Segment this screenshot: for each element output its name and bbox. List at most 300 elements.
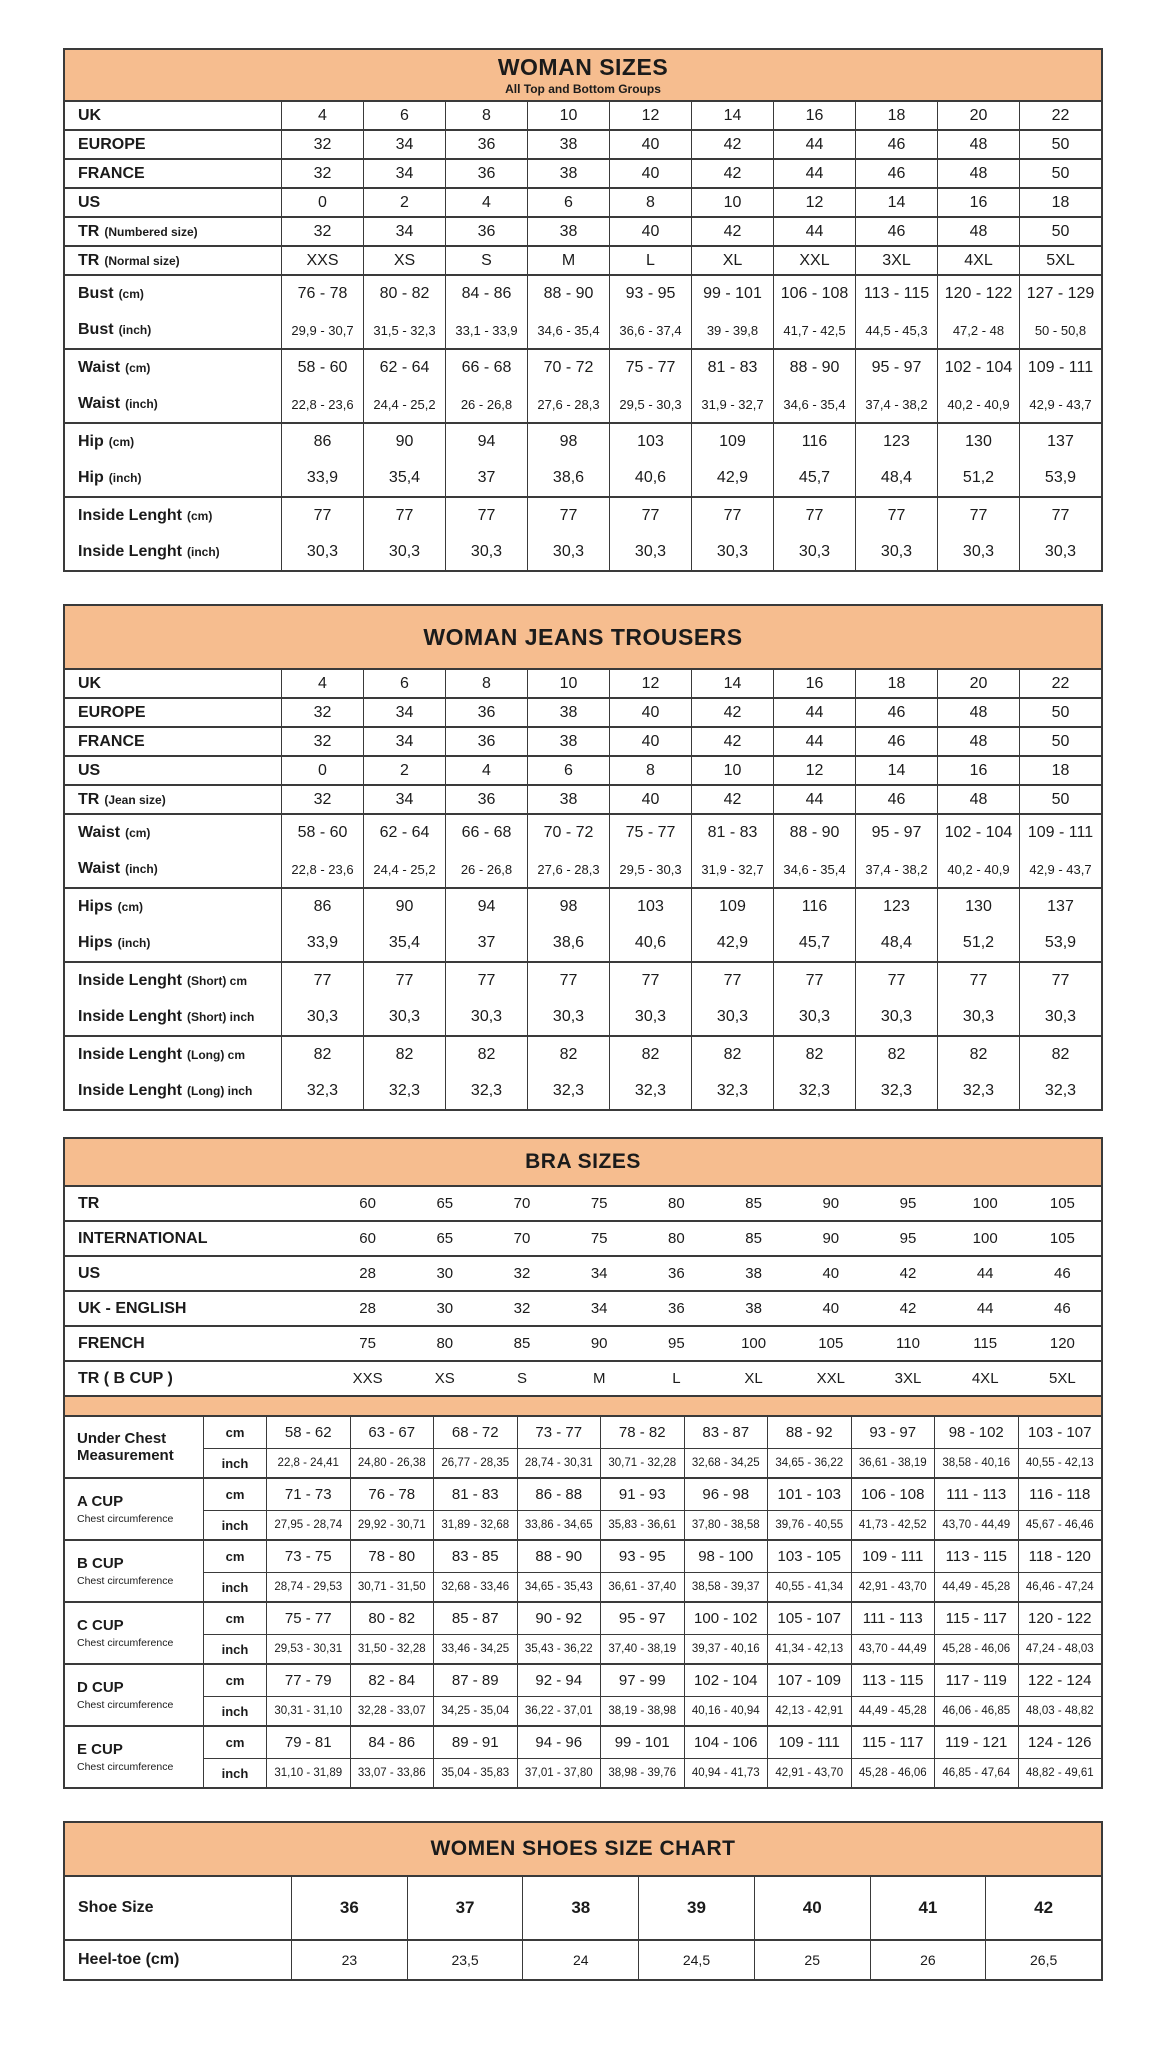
size-cell: 28,74 - 30,31 — [517, 1448, 601, 1477]
size-cell: 98 — [527, 889, 609, 925]
unit-cell: inch — [203, 1634, 266, 1663]
size-cell: 88 - 90 — [517, 1541, 601, 1572]
size-cell: 44 — [773, 699, 855, 726]
size-cell: 32 — [281, 728, 363, 755]
size-cell: 32 — [281, 131, 363, 158]
size-cell: 48,4 — [855, 460, 937, 496]
size-cell: 32,3 — [527, 1073, 609, 1109]
size-cell: 30,3 — [281, 534, 363, 570]
size-cell: 5XL — [1049, 1370, 1076, 1387]
size-cell: 93 - 97 — [851, 1417, 935, 1448]
size-cell: 77 — [1019, 963, 1101, 999]
size-cell: 34,6 - 35,4 — [773, 386, 855, 422]
size-cell: 38 — [527, 728, 609, 755]
size-cell: 82 — [281, 1037, 363, 1073]
size-cell: 40 — [822, 1265, 840, 1282]
size-cell: 22,8 - 23,6 — [281, 851, 363, 887]
size-cell: 35,83 - 36,61 — [600, 1510, 684, 1539]
size-cell: 32,3 — [363, 1073, 445, 1109]
size-cell: 40,94 - 41,73 — [684, 1758, 768, 1787]
unit-cell: cm — [203, 1479, 266, 1510]
size-cell: 32,68 - 33,46 — [433, 1572, 517, 1601]
size-cell: 46 — [855, 218, 937, 245]
row-label: US — [78, 1264, 101, 1282]
size-cell: 38,58 - 40,16 — [934, 1448, 1018, 1477]
row-group — [65, 755, 1101, 784]
row-label: Waist (inch) — [78, 860, 158, 877]
size-cell: 50 — [1019, 160, 1101, 187]
size-cell: 103 - 107 — [1018, 1417, 1102, 1448]
size-cell: 105 - 107 — [767, 1603, 851, 1634]
size-cell: 40,6 — [609, 460, 691, 496]
size-cell: 34 — [363, 160, 445, 187]
size-cell: 98 - 100 — [684, 1541, 768, 1572]
size-cell: 48,4 — [855, 925, 937, 961]
size-cell: 6 — [527, 757, 609, 784]
size-cell: 30,3 — [1019, 999, 1101, 1035]
size-cell: 27,95 - 28,74 — [266, 1510, 350, 1539]
size-cell: 90 — [822, 1195, 840, 1212]
size-cell: 36 — [445, 131, 527, 158]
size-cell: 18 — [855, 102, 937, 129]
size-cell: 30,3 — [527, 999, 609, 1035]
jeans-trousers-body — [65, 670, 1101, 1109]
size-cell: 76 - 78 — [350, 1479, 434, 1510]
size-cell: 39,37 - 40,16 — [684, 1634, 768, 1663]
size-cell: 111 - 113 — [934, 1479, 1018, 1510]
size-row — [65, 350, 1101, 386]
size-cell: 32,3 — [691, 1073, 773, 1109]
size-cell: 42 — [985, 1877, 1101, 1939]
size-cell: 12 — [609, 670, 691, 697]
size-cell: 36 — [445, 218, 527, 245]
bra-size-row — [65, 1222, 1101, 1255]
size-cell: 33,1 - 33,9 — [445, 312, 527, 348]
size-cell: 42,91 - 43,70 — [767, 1758, 851, 1787]
size-cell: 40 — [609, 786, 691, 813]
size-cell: 86 — [281, 889, 363, 925]
size-cell: 105 — [818, 1335, 844, 1352]
size-cell: 34,6 - 35,4 — [527, 312, 609, 348]
size-cell: 53,9 — [1019, 460, 1101, 496]
row-label: Bust (cm) — [78, 285, 144, 302]
size-cell: 102 - 104 — [937, 815, 1019, 851]
size-cell: 66 - 68 — [445, 815, 527, 851]
row-group — [65, 1290, 1101, 1325]
size-cell: 30,3 — [773, 534, 855, 570]
size-cell: 77 — [773, 498, 855, 534]
size-row — [65, 160, 1101, 187]
size-cell: 117 - 119 — [934, 1665, 1018, 1696]
row-label: Shoe Size — [78, 1899, 154, 1916]
size-cell: 118 - 120 — [1018, 1541, 1102, 1572]
size-cell: 82 — [855, 1037, 937, 1073]
row-group — [65, 187, 1101, 216]
size-cell: 116 — [773, 424, 855, 460]
size-cell: 32,3 — [609, 1073, 691, 1109]
size-cell: 41,73 - 42,52 — [851, 1510, 935, 1539]
size-cell: 40 — [609, 728, 691, 755]
size-cell: 31,89 - 32,68 — [433, 1510, 517, 1539]
size-cell: 32,3 — [1019, 1073, 1101, 1109]
size-cell: XXL — [816, 1370, 845, 1387]
row-label-sub: (cm) — [125, 361, 151, 375]
woman-sizes-table — [63, 48, 1103, 572]
size-row — [65, 131, 1101, 158]
size-cell: 79 - 81 — [266, 1727, 350, 1758]
size-cell: 30,31 - 31,10 — [266, 1696, 350, 1725]
size-cell: 32 — [281, 786, 363, 813]
size-cell: 77 — [937, 498, 1019, 534]
size-cell: 28,74 - 29,53 — [266, 1572, 350, 1601]
size-cell: 41,34 - 42,13 — [767, 1634, 851, 1663]
row-label: TR ( B CUP ) — [78, 1369, 173, 1387]
size-cell: 85 — [745, 1230, 762, 1247]
shoes-size-table — [63, 1821, 1103, 1981]
size-cell: 36 — [668, 1265, 685, 1282]
size-cell: 42,91 - 43,70 — [851, 1572, 935, 1601]
row-label-sub: (inch) — [125, 397, 158, 411]
size-cell: 95 — [899, 1195, 917, 1212]
size-cell: 32 — [281, 699, 363, 726]
row-label: TR — [78, 1194, 100, 1212]
size-cell: 32 — [513, 1300, 531, 1317]
size-cell: 42 — [691, 728, 773, 755]
size-cell: 85 — [513, 1335, 531, 1352]
cup-group-wrap — [65, 1725, 1101, 1787]
size-row — [65, 851, 1101, 887]
size-cell: 42 — [691, 131, 773, 158]
size-cell: 92 - 94 — [517, 1665, 601, 1696]
size-cell: 77 — [445, 498, 527, 534]
row-label-sub: (Numbered size) — [104, 224, 198, 239]
size-cell: 33,07 - 33,86 — [350, 1758, 434, 1787]
size-cell: 46 — [855, 699, 937, 726]
size-cell: 18 — [1019, 189, 1101, 216]
size-cell: 27,6 - 28,3 — [527, 851, 609, 887]
size-row — [65, 498, 1101, 534]
bra-size-row — [65, 1292, 1101, 1325]
row-group — [65, 348, 1101, 422]
size-cell: 77 - 79 — [266, 1665, 350, 1696]
size-cell: 77 — [527, 963, 609, 999]
row-label: Waist (cm) — [78, 824, 151, 841]
size-cell: 48 — [937, 699, 1019, 726]
woman-sizes-header — [65, 50, 1101, 102]
size-cell: 4XL — [937, 247, 1019, 274]
row-label: Hip (inch) — [78, 469, 142, 486]
size-cell: 39 - 39,8 — [691, 312, 773, 348]
size-cell: 88 - 90 — [773, 815, 855, 851]
row-label: US — [78, 193, 101, 211]
row-label: TR (Jean size) — [78, 790, 166, 808]
row-label-sub: (Long) inch — [187, 1084, 253, 1098]
size-cell: 44 — [773, 131, 855, 158]
size-cell: 120 - 122 — [1018, 1603, 1102, 1634]
size-cell: 99 - 101 — [600, 1727, 684, 1758]
row-label: Waist (cm) — [78, 359, 151, 376]
size-cell: 16 — [773, 102, 855, 129]
size-cell: 86 - 88 — [517, 1479, 601, 1510]
size-cell: 102 - 104 — [937, 350, 1019, 386]
size-row — [65, 999, 1101, 1035]
row-label-sub: (inch) — [187, 545, 220, 559]
size-cell: 60 — [359, 1230, 376, 1247]
cup-label-sub: Chest circumference — [77, 1698, 174, 1711]
size-cell: 14 — [691, 102, 773, 129]
size-cell: 48 — [937, 131, 1019, 158]
size-cell: 102 - 104 — [684, 1665, 768, 1696]
size-cell: 42 — [899, 1265, 917, 1282]
cup-group — [65, 1479, 1101, 1539]
size-cell: 38 — [527, 218, 609, 245]
size-cell: 37,01 - 37,80 — [517, 1758, 601, 1787]
row-label: UK - ENGLISH — [78, 1299, 187, 1317]
cup-group — [65, 1603, 1101, 1663]
size-cell: 27,6 - 28,3 — [527, 386, 609, 422]
size-cell: L — [609, 247, 691, 274]
shoe-row — [65, 1877, 1101, 1939]
size-cell: 95 - 97 — [855, 350, 937, 386]
row-label-sub: (inch) — [125, 862, 158, 876]
size-cell: S — [516, 1370, 527, 1387]
table-subtitle: All Top and Bottom Groups — [505, 82, 661, 96]
row-label: Inside Lenght (Short) inch — [78, 1008, 255, 1025]
size-cell: 29,9 - 30,7 — [281, 312, 363, 348]
size-cell: 113 - 115 — [855, 276, 937, 312]
row-label: UK — [78, 674, 102, 692]
size-cell: 100 - 102 — [684, 1603, 768, 1634]
size-cell: 88 - 90 — [773, 350, 855, 386]
size-cell: 93 - 95 — [609, 276, 691, 312]
row-label: EUROPE — [78, 135, 146, 153]
cup-label-sub: Chest circumference — [77, 1512, 174, 1525]
size-cell: 32,3 — [773, 1073, 855, 1109]
size-cell: 58 - 62 — [266, 1417, 350, 1448]
unit-cell: cm — [203, 1541, 266, 1572]
size-cell: 75 - 77 — [609, 350, 691, 386]
shoes-size-body — [65, 1877, 1101, 1979]
table-title: WOMAN SIZES — [497, 54, 669, 80]
size-cell: 31,9 - 32,7 — [691, 386, 773, 422]
size-cell: 16 — [937, 189, 1019, 216]
size-cell: 34 — [590, 1265, 608, 1282]
row-label: Inside Lenght (Long) inch — [78, 1082, 253, 1099]
row-label: US — [78, 761, 101, 779]
size-cell: 105 — [1049, 1230, 1075, 1247]
size-cell: 77 — [773, 963, 855, 999]
size-cell: 36,61 - 38,19 — [851, 1448, 935, 1477]
size-cell: 4 — [281, 670, 363, 697]
table-title: BRA SIZES — [525, 1150, 641, 1173]
row-label: Inside Lenght (cm) — [78, 507, 213, 524]
size-cell: 70 - 72 — [527, 815, 609, 851]
size-cell: 32,68 - 34,25 — [684, 1448, 768, 1477]
size-cell: 33,9 — [281, 925, 363, 961]
row-group — [65, 1360, 1101, 1395]
size-cell: 26 — [870, 1941, 986, 1979]
size-cell: 39,76 - 40,55 — [767, 1510, 851, 1539]
size-cell: 106 - 108 — [851, 1479, 935, 1510]
size-row — [65, 424, 1101, 460]
size-cell: 110 — [896, 1335, 920, 1352]
size-cell: 46,06 - 46,85 — [934, 1696, 1018, 1725]
size-cell: 75 - 77 — [609, 815, 691, 851]
size-cell: 40 — [754, 1877, 870, 1939]
size-cell: 8 — [609, 757, 691, 784]
size-cell: 94 — [445, 424, 527, 460]
size-cell: 24,5 — [638, 1941, 754, 1979]
size-row — [65, 276, 1101, 312]
row-label-sub: (Normal size) — [104, 253, 180, 268]
size-cell: 115 - 117 — [851, 1727, 935, 1758]
size-cell: 109 - 111 — [767, 1727, 851, 1758]
size-cell: 70 — [513, 1195, 531, 1212]
size-cell: 23 — [291, 1941, 407, 1979]
bra-size-row — [65, 1362, 1101, 1395]
size-cell: 50 — [1019, 728, 1101, 755]
size-cell: 81 - 83 — [691, 350, 773, 386]
size-cell: 4XL — [971, 1370, 999, 1387]
row-label-sub: (cm) — [118, 287, 144, 301]
row-label: Hips (cm) — [78, 898, 144, 915]
size-cell: 30,3 — [855, 534, 937, 570]
row-label: TR (Numbered size) — [78, 222, 198, 240]
size-row — [65, 102, 1101, 129]
size-cell: 137 — [1019, 889, 1101, 925]
size-cell: 41 — [870, 1877, 986, 1939]
size-cell: 78 - 82 — [600, 1417, 684, 1448]
size-cell: 50 — [1019, 131, 1101, 158]
size-cell: 36,22 - 37,01 — [517, 1696, 601, 1725]
size-cell: 119 - 121 — [934, 1727, 1018, 1758]
size-cell: 100 — [741, 1335, 767, 1352]
row-group — [65, 158, 1101, 187]
unit-cell: cm — [203, 1727, 266, 1758]
size-cell: 28 — [359, 1300, 376, 1317]
size-cell: 80 - 82 — [350, 1603, 434, 1634]
cup-label-sub: Chest circumference — [77, 1636, 174, 1649]
size-cell: 70 - 72 — [527, 350, 609, 386]
size-cell: 2 — [363, 757, 445, 784]
size-cell: 10 — [527, 670, 609, 697]
size-cell: 44,49 - 45,28 — [934, 1572, 1018, 1601]
size-cell: 106 - 108 — [773, 276, 855, 312]
size-cell: 30,3 — [363, 999, 445, 1035]
row-group — [65, 496, 1101, 570]
size-cell: 111 - 113 — [851, 1603, 935, 1634]
size-cell: 44 — [773, 218, 855, 245]
size-cell: 82 — [609, 1037, 691, 1073]
size-cell: 130 — [937, 889, 1019, 925]
shoes-size-header — [65, 1823, 1101, 1877]
jeans-trousers-header — [65, 606, 1101, 670]
row-label-sub: (cm) — [117, 900, 144, 914]
size-cell: 115 - 117 — [934, 1603, 1018, 1634]
size-cell: 30 — [436, 1265, 454, 1282]
size-cell: 24,4 - 25,2 — [363, 851, 445, 887]
size-cell: 16 — [937, 757, 1019, 784]
row-group — [65, 813, 1101, 887]
size-cell: 40,6 — [609, 925, 691, 961]
row-label-sub: (Jean size) — [104, 792, 166, 807]
size-cell: 22,8 - 23,6 — [281, 386, 363, 422]
size-cell: 101 - 103 — [767, 1479, 851, 1510]
size-cell: 4 — [445, 757, 527, 784]
size-cell: 89 - 91 — [433, 1727, 517, 1758]
bra-cups-body — [65, 1417, 1101, 1787]
cup-group — [65, 1417, 1101, 1477]
size-cell: 4 — [281, 102, 363, 129]
size-cell: 32 — [281, 160, 363, 187]
size-cell: 80 — [668, 1230, 685, 1247]
size-cell: 62 - 64 — [363, 815, 445, 851]
size-cell: 109 - 111 — [1019, 350, 1101, 386]
size-cell: 77 — [609, 963, 691, 999]
size-cell: 90 — [363, 889, 445, 925]
size-cell: 37,80 - 38,58 — [684, 1510, 768, 1539]
size-cell: 116 — [773, 889, 855, 925]
size-cell: 77 — [609, 498, 691, 534]
size-cell: 16 — [773, 670, 855, 697]
unit-cell: inch — [203, 1510, 266, 1539]
size-cell: 3XL — [855, 247, 937, 274]
size-cell: 94 — [445, 889, 527, 925]
size-cell: XS — [363, 247, 445, 274]
size-cell: 12 — [773, 189, 855, 216]
size-cell: 24,80 - 26,38 — [350, 1448, 434, 1477]
row-label-sub: (cm) — [108, 435, 135, 449]
size-cell: 46 — [855, 728, 937, 755]
size-cell: 38 — [745, 1300, 762, 1317]
size-cell: 6 — [363, 102, 445, 129]
size-cell: 26,5 — [985, 1941, 1101, 1979]
size-row — [65, 534, 1101, 570]
size-cell: 38,6 — [527, 460, 609, 496]
size-cell: 37,40 - 38,19 — [600, 1634, 684, 1663]
size-cell: 40 — [609, 131, 691, 158]
size-cell: 100 — [972, 1195, 998, 1212]
cup-group — [65, 1541, 1101, 1601]
size-cell: 3XL — [894, 1370, 922, 1387]
row-group — [65, 245, 1101, 274]
size-cell: 45,7 — [773, 925, 855, 961]
size-row — [65, 815, 1101, 851]
size-cell: XXL — [773, 247, 855, 274]
size-cell: 42,9 - 43,7 — [1019, 851, 1101, 887]
size-cell: 18 — [855, 670, 937, 697]
size-cell: 73 - 77 — [517, 1417, 601, 1448]
size-cell: 23,5 — [407, 1941, 523, 1979]
size-cell: 80 - 82 — [363, 276, 445, 312]
size-cell: 28 — [359, 1265, 376, 1282]
size-cell: 43,70 - 44,49 — [934, 1510, 1018, 1539]
jeans-trousers-table — [63, 604, 1103, 1111]
row-group — [65, 1939, 1101, 1979]
size-cell: 105 — [1049, 1195, 1075, 1212]
size-cell: 77 — [855, 963, 937, 999]
size-cell: 47,24 - 48,03 — [1018, 1634, 1102, 1663]
size-cell: 34,65 - 35,43 — [517, 1572, 601, 1601]
size-cell: 32,3 — [855, 1073, 937, 1109]
size-cell: 42,9 — [691, 460, 773, 496]
bra-sizes-table — [63, 1137, 1103, 1789]
size-cell: 36 — [445, 699, 527, 726]
size-cell: 37 — [445, 460, 527, 496]
size-cell: 104 - 106 — [684, 1727, 768, 1758]
size-cell: 38,58 - 39,37 — [684, 1572, 768, 1601]
size-cell: 116 - 118 — [1018, 1479, 1102, 1510]
